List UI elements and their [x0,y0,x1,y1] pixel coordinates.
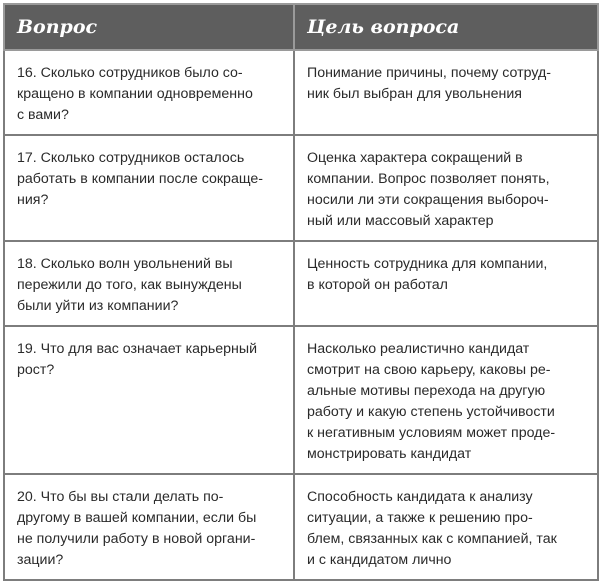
goal-text-line: ситуации, а также к решению про- [307,510,533,526]
goal-text-line: в которой он работал [307,277,448,293]
question-text-line: кращено в компании одновременно [17,86,253,102]
table-header-row [4,4,598,50]
goal-text-line: Способность кандидата к анализу [307,489,533,505]
goal-text-line: Оценка характера сокращений в [307,150,523,166]
question-cell [4,135,294,241]
question-text-line: с вами? [17,107,69,123]
table-row [4,241,598,326]
table-row [4,50,598,135]
questions-table [3,3,599,581]
question-text-line: работать в компании после сокраще- [17,171,263,187]
question-cell [4,474,294,580]
goal-cell [294,50,598,135]
goal-cell [294,135,598,241]
goal-text-line: блем, связанных как с компанией, так [307,531,557,547]
goal-cell [294,474,598,580]
goal-text-line: к негативным условиям может проде- [307,425,556,441]
question-cell [4,241,294,326]
question-text-line: зации? [17,552,64,568]
question-text-line: 16. Сколько сотрудников было со- [17,65,243,81]
goal-text-line: ник был выбран для увольнения [307,86,522,102]
goal-text-line: носили ли эти сокращения выбороч- [307,192,549,208]
question-text-line: не получили работу в новой органи- [17,531,256,547]
question-text-line: 17. Сколько сотрудников осталось [17,150,245,166]
goal-cell [294,326,598,474]
goal-text-line: монстрировать кандидат [307,446,472,462]
table-row [4,474,598,580]
header-goal: Цель вопроса [294,4,598,50]
goal-text-line: компании. Вопрос позволяет понять, [307,171,550,187]
question-cell [4,50,294,135]
goal-text-line: и с кандидатом лично [307,552,452,568]
goal-text-line: Насколько реалистично кандидат [307,341,530,357]
goal-cell [294,241,598,326]
goal-text-line: работу и какую степень устойчивости [307,404,555,420]
table-row [4,135,598,241]
question-cell [4,326,294,474]
question-text-line: были уйти из компании? [17,298,179,314]
question-text-line: другому в вашей компании, если бы [17,510,257,526]
question-text-line: 20. Что бы вы стали делать по- [17,489,224,505]
question-text-line: ния? [17,192,49,208]
goal-text-line: Ценность сотрудника для компании, [307,256,548,272]
goal-text-line: альные мотивы перехода на другую [307,383,546,399]
goal-text-line: смотрит на свою карьеру, каковы ре- [307,362,551,378]
question-text-line: 18. Сколько волн увольнений вы [17,256,233,272]
question-text-line: рост? [17,362,55,378]
header-question: Вопрос [4,4,294,50]
question-text-line: 19. Что для вас означает карьерный [17,341,257,357]
goal-text-line: Понимание причины, почему сотруд- [307,65,551,81]
goal-text-line: ный или массовый характер [307,213,494,229]
table-row [4,326,598,474]
question-text-line: пережили до того, как вынуждены [17,277,242,293]
